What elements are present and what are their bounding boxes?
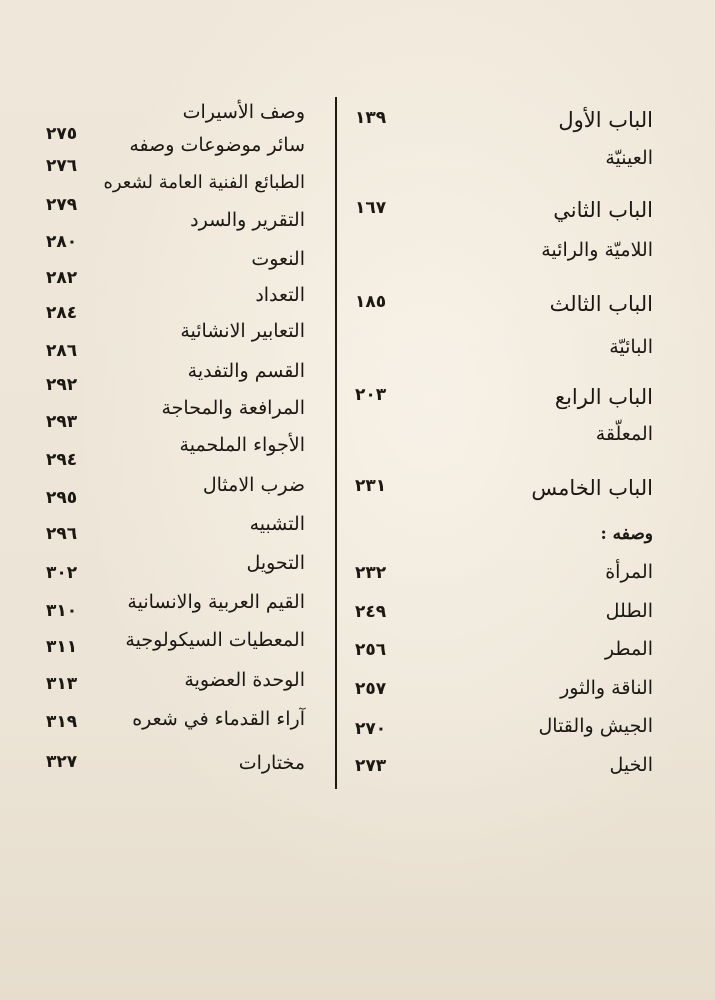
section-page-number: ٢٩٥ — [46, 488, 78, 508]
chapter-subtitle: المعلّقة — [595, 423, 653, 445]
section-label: الأجواء الملحمية — [179, 434, 305, 456]
section-page-number: ٢٧٥ — [46, 124, 78, 144]
section-label: التعداد — [255, 284, 305, 306]
topic-page-number: ٢٧٠ — [355, 719, 387, 739]
topic-page-number: ٢٧٣ — [355, 756, 387, 776]
chapter-page-number: ١٦٧ — [355, 198, 387, 218]
chapter-subtitle: العينيّة — [605, 147, 653, 169]
chapter-subtitle: وصفه : — [600, 524, 653, 544]
section-page-number: ٢٧٩ — [46, 195, 78, 215]
topic-page-number: ٢٥٦ — [355, 640, 387, 660]
chapter-heading: الباب الرابع — [554, 385, 653, 409]
chapter-page-number: ١٨٥ — [355, 292, 387, 312]
section-page-number: ٣١١ — [46, 637, 78, 657]
chapter-heading: الباب الثالث — [549, 292, 653, 316]
column-divider — [335, 97, 337, 789]
section-label: التحويل — [246, 552, 305, 574]
section-page-number: ٢٨٦ — [46, 341, 78, 361]
topic-label: المرأة — [605, 561, 653, 583]
topic-label: الجيش والقتال — [538, 715, 653, 737]
section-label: التقرير والسرد — [190, 209, 305, 231]
section-label: التعابير الانشائية — [180, 320, 305, 342]
section-label: القيم العربية والانسانية — [127, 591, 305, 613]
chapter-page-number: ٢٣١ — [355, 476, 387, 496]
section-label: المرافعة والمحاجة — [161, 397, 305, 419]
section-label: النعوت — [251, 248, 305, 270]
section-label: آراء القدماء في شعره — [132, 708, 305, 730]
chapter-page-number: ١٣٩ — [355, 108, 387, 128]
topic-label: المطر — [604, 638, 653, 660]
section-page-number: ٣١٠ — [46, 601, 78, 621]
section-label: التشبيه — [249, 513, 305, 535]
topic-page-number: ٢٣٢ — [355, 563, 387, 583]
section-page-number: ٣٠٢ — [46, 563, 78, 583]
chapter-heading: الباب الثاني — [553, 198, 653, 222]
section-label: المعطيات السيكولوجية — [125, 629, 305, 651]
section-label: وصف الأسيرات — [182, 101, 305, 123]
chapter-page-number: ٢٠٣ — [355, 385, 387, 405]
section-page-number: ٢٩٢ — [46, 375, 78, 395]
topic-label: الخيل — [609, 754, 653, 776]
section-label: الطبائع الفنية العامة لشعره — [103, 172, 305, 193]
chapter-subtitle: البائيّة — [609, 336, 653, 358]
section-page-number: ٢٩٦ — [46, 524, 78, 544]
section-label: سائر موضوعات وصفه — [129, 134, 305, 156]
section-page-number: ٢٨٤ — [46, 303, 78, 323]
topic-page-number: ٢٤٩ — [355, 602, 387, 622]
section-page-number: ٢٩٣ — [46, 412, 78, 432]
chapter-subtitle: اللاميّة والرائية — [541, 239, 653, 261]
topic-page-number: ٢٥٧ — [355, 679, 387, 699]
section-page-number: ٢٩٤ — [46, 450, 78, 470]
section-page-number: ٣١٣ — [46, 674, 78, 694]
topic-label: الطلل — [605, 600, 653, 622]
section-label: مختارات — [238, 752, 305, 774]
section-page-number: ٣٢٧ — [46, 752, 78, 772]
section-label: القسم والتفدية — [187, 360, 305, 382]
section-page-number: ٢٧٦ — [46, 156, 78, 176]
section-page-number: ٢٨٢ — [46, 268, 78, 288]
section-page-number: ٢٨٠ — [46, 232, 78, 252]
section-page-number: ٣١٩ — [46, 712, 78, 732]
section-label: الوحدة العضوية — [184, 669, 305, 691]
chapter-heading: الباب الخامس — [531, 476, 653, 500]
section-label: ضرب الامثال — [202, 474, 305, 496]
topic-label: الناقة والثور — [560, 677, 653, 699]
chapter-heading: الباب الأول — [558, 108, 653, 132]
